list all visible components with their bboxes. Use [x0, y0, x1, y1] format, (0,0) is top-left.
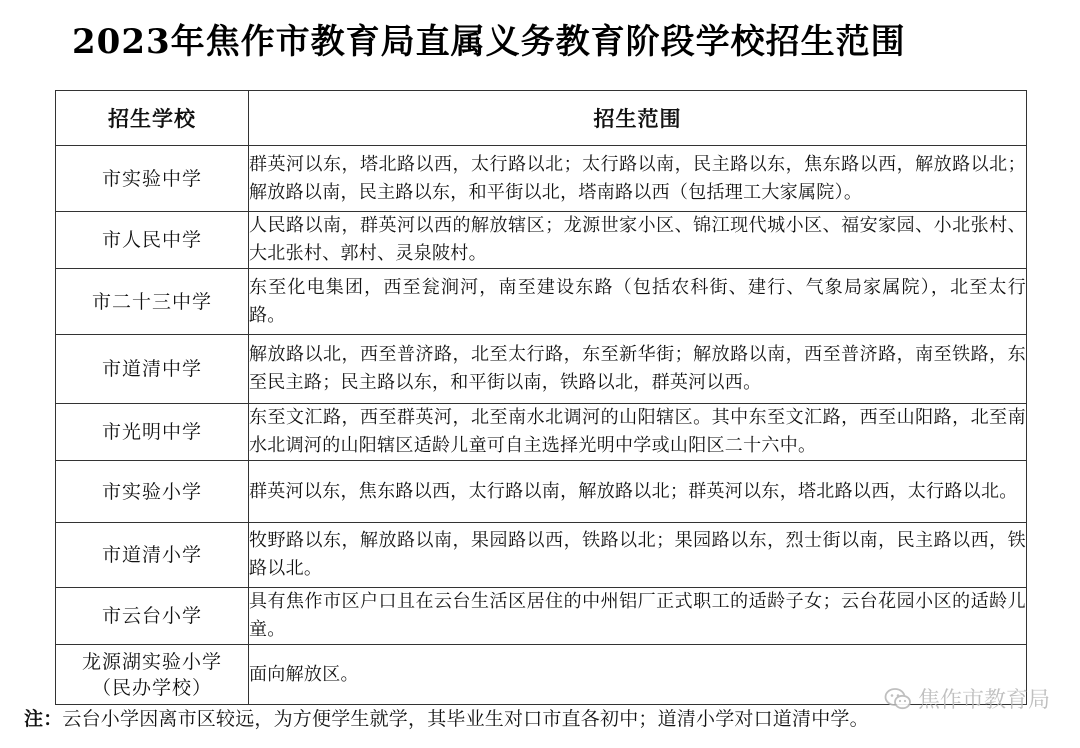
range-cell: 东至化电集团，西至瓮涧河，南至建设东路（包括农科街、建行、气象局家属院），北至太行路。 [249, 269, 1027, 335]
school-cell: 市道清小学 [56, 523, 249, 588]
school-name-line: 龙源湖实验小学 [81, 650, 222, 673]
header-range: 招生范围 [249, 91, 1027, 146]
table-row [56, 146, 1027, 212]
watermark-text: 焦作市教育局 [917, 688, 1050, 713]
school-cell: 市光明中学 [56, 404, 249, 461]
school-cell: 市人民中学 [56, 212, 249, 269]
school-cell: 市云台小学 [56, 588, 249, 645]
range-cell: 解放路以北，西至普济路，北至太行路，东至新华街；解放路以南，西至普济路，南至铁路，东至民主路；民主路以东，和平街以南，铁路以北，群英河以西。 [249, 335, 1027, 404]
admissions-table [55, 90, 1027, 705]
footnote-label: 注： [24, 708, 63, 730]
range-cell: 牧野路以东，解放路以南，果园路以西，铁路以北；果园路以东，烈士街以南，民主路以西，铁路以北。 [249, 523, 1027, 588]
range-cell: 群英河以东，塔北路以西，太行路以北；太行路以南，民主路以东，焦东路以西，解放路以北；解放路以南，民主路以东，和平街以北，塔南路以西（包括理工大家属院）。 [249, 146, 1027, 212]
table-row [56, 404, 1027, 461]
table-row [56, 335, 1027, 404]
school-cell [56, 645, 249, 705]
range-cell: 人民路以南，群英河以西的解放辖区；龙源世家小区、锦江现代城小区、福安家园、小北张村、大北张村、郭村、灵泉陂村。 [249, 212, 1027, 269]
wechat-icon [884, 687, 912, 711]
school-cell: 市实验中学 [56, 146, 249, 212]
table-row [56, 645, 1027, 705]
range-cell: 面向解放区。 [249, 645, 1027, 705]
range-cell: 东至文汇路，西至群英河，北至南水北调河的山阳辖区。其中东至文汇路，西至山阳路，北至南水北调河的山阳辖区适龄儿童可自主选择光明中学或山阳区二十六中。 [249, 404, 1027, 461]
table-row [56, 523, 1027, 588]
school-type-line: （民办学校） [91, 676, 212, 699]
school-cell: 市实验小学 [56, 461, 249, 523]
school-cell: 市道清中学 [56, 335, 249, 404]
table-row [56, 588, 1027, 645]
footnote [24, 704, 869, 731]
table-row [56, 212, 1027, 269]
watermark [884, 683, 1050, 714]
table-header-row [56, 91, 1027, 146]
header-school: 招生学校 [56, 91, 249, 146]
table-row [56, 461, 1027, 523]
school-cell: 市二十三中学 [56, 269, 249, 335]
page-title: 2023年焦作市教育局直属义务教育阶段学校招生范围 [72, 22, 906, 62]
range-cell: 具有焦作市区户口且在云台生活区居住的中州铝厂正式职工的适龄子女；云台花园小区的适龄儿童。 [249, 588, 1027, 645]
range-cell: 群英河以东，焦东路以西，太行路以南，解放路以北；群英河以东，塔北路以西，太行路以北。 [249, 461, 1027, 523]
table-row [56, 269, 1027, 335]
footnote-text: 云台小学因离市区较远，为方便学生就学，其毕业生对口市直各初中；道清小学对口道清中学。 [62, 708, 869, 730]
